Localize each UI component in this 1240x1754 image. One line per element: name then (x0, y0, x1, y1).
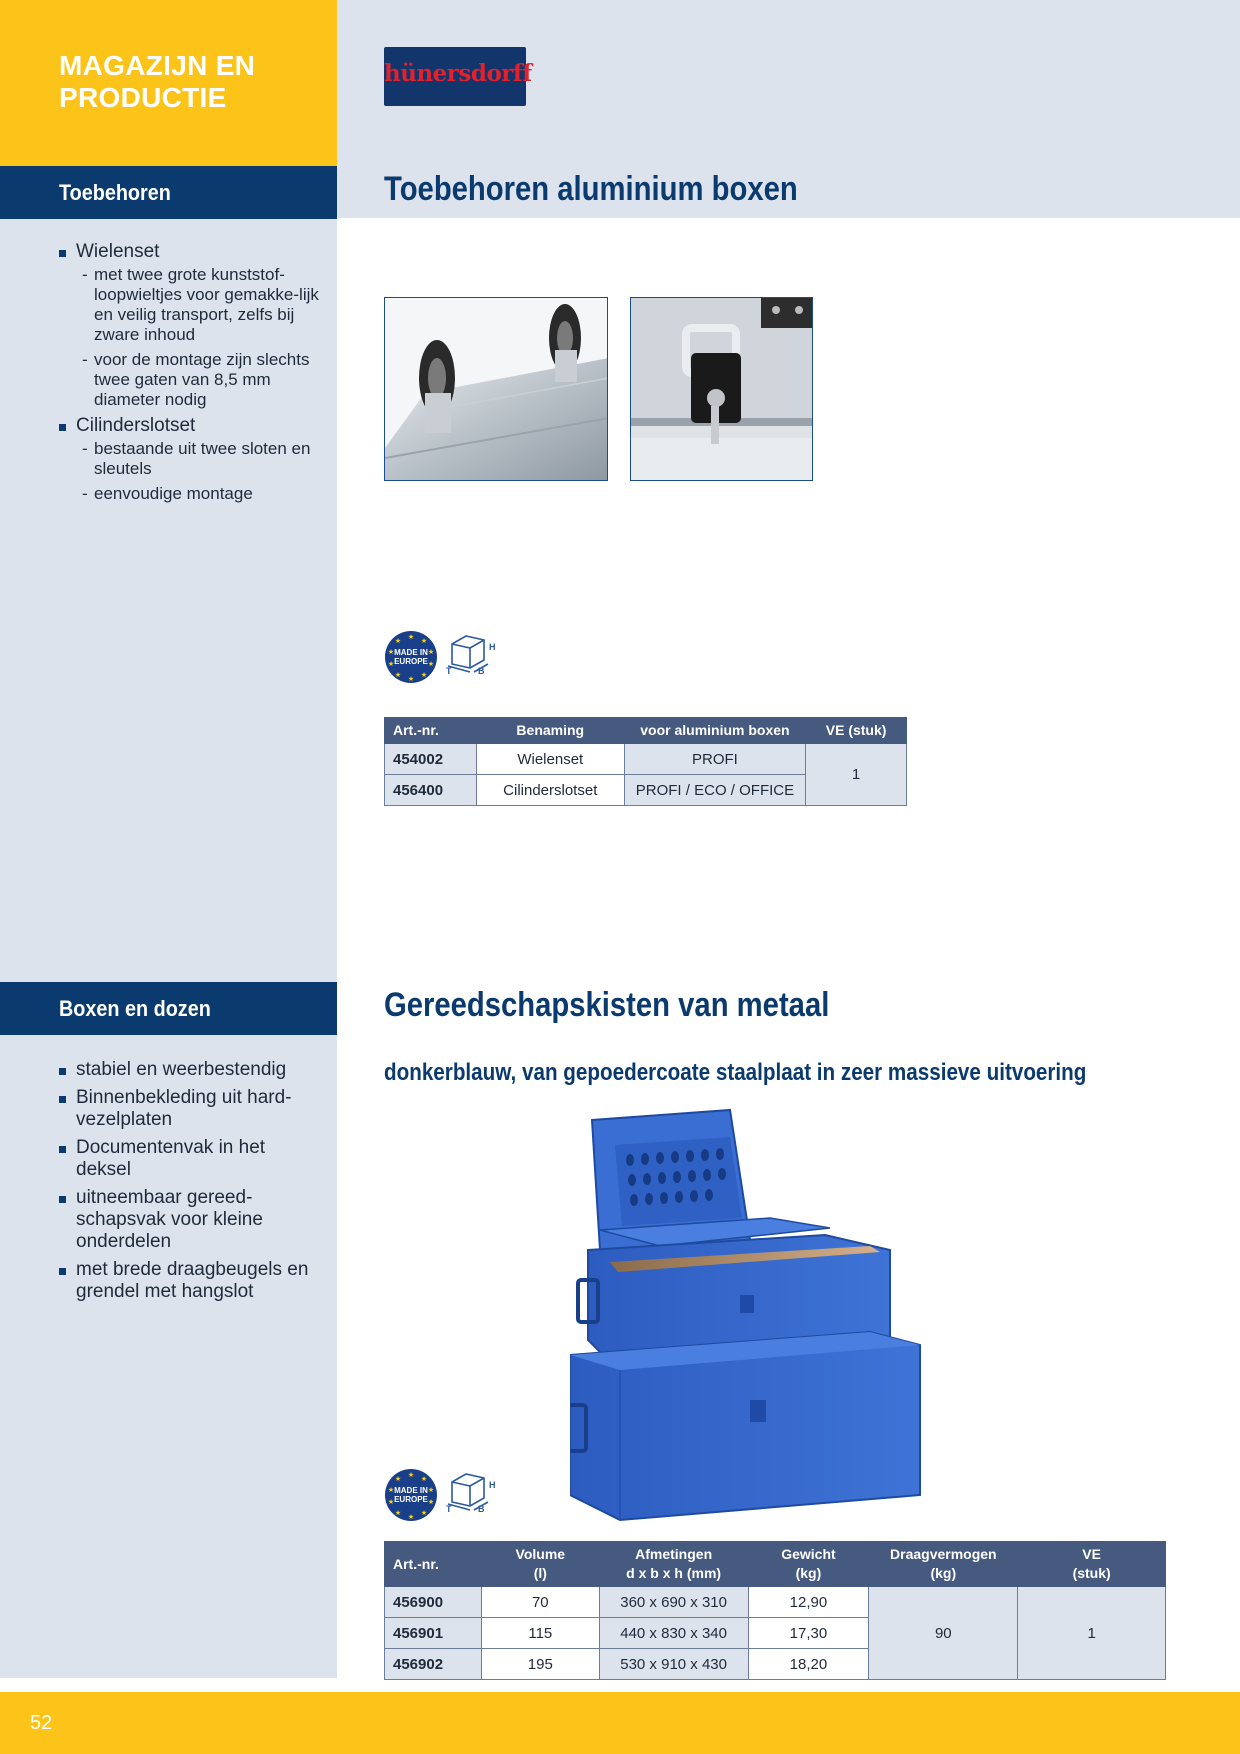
svg-text:★: ★ (420, 1475, 428, 1483)
svg-text:★: ★ (387, 660, 395, 668)
logo-text: hünersdorff (384, 60, 532, 87)
art-nr-cell: 454002 (385, 744, 477, 775)
product-heading-accessories: Toebehoren aluminium boxen (384, 170, 798, 208)
art-nr-cell: 456400 (385, 775, 477, 806)
table-header-row (385, 718, 907, 744)
feature-item: Cilinderslotset - bestaande uit twee sloten en sleutels - eenvoudige montage (59, 415, 319, 504)
accessories-table (384, 717, 907, 806)
table-row (385, 1587, 1166, 1618)
brand-logo (384, 47, 532, 106)
art-nr-cell: 456900 (385, 1587, 482, 1618)
feature-item: uitneembaar gereed-schapsvak voor kleine onderdelen (59, 1187, 319, 1253)
svg-text:MADE IN: MADE IN (394, 648, 428, 657)
svg-text:★: ★ (407, 675, 415, 683)
dimensions-icon (444, 630, 500, 674)
page-number: 52 (30, 1712, 53, 1734)
feature-item: Binnenbekleding uit hard-vezelplaten (59, 1087, 319, 1131)
metal-toolbox-photo (570, 1100, 940, 1525)
col-header: Benaming (476, 718, 624, 744)
section-header-block (0, 0, 337, 166)
svg-text:★: ★ (394, 1475, 402, 1483)
sub-item: - eenvoudige montage (76, 484, 319, 504)
col-header: VE (stuk) (806, 718, 907, 744)
svg-text:B: B (478, 1504, 485, 1512)
col-header: Art.-nr. (385, 718, 477, 744)
svg-text:EUROPE: EUROPE (394, 1495, 428, 1504)
feature-list-toebehoren (59, 241, 319, 509)
table-cell: 440 x 830 x 340 (599, 1618, 748, 1649)
made-in-europe-icon (384, 1468, 438, 1522)
table-cell: 70 (481, 1587, 599, 1618)
col-header: voor aluminium boxen (624, 718, 806, 744)
svg-text:★: ★ (427, 660, 435, 668)
art-nr-cell: 456901 (385, 1618, 482, 1649)
sub-item: - bestaande uit twee sloten en sleutels (76, 439, 319, 479)
table-cell: Wielenset (476, 744, 624, 775)
svg-text:★: ★ (394, 671, 402, 679)
svg-text:★: ★ (394, 1509, 402, 1517)
svg-text:H: H (489, 642, 496, 652)
table-cell: PROFI (624, 744, 806, 775)
svg-text:T: T (446, 1504, 452, 1512)
svg-text:★: ★ (407, 1471, 415, 1479)
table-cell: 17,30 (748, 1618, 869, 1649)
table-row (385, 744, 907, 775)
feature-item: met brede draagbeugels en grendel met hangslot (59, 1259, 319, 1303)
svg-text:★: ★ (420, 1509, 428, 1517)
sub-item: - voor de montage zijn slechts twee gaten van 8,5 mm diameter nodig (76, 350, 319, 410)
svg-text:EUROPE: EUROPE (394, 657, 428, 666)
art-nr-cell: 456902 (385, 1649, 482, 1680)
category-label: Boxen en dozen (59, 996, 211, 1021)
table-cell: Cilinderslotset (476, 775, 624, 806)
table-cell: 18,20 (748, 1649, 869, 1680)
footer-bar (0, 1692, 1240, 1754)
table-cell: 530 x 910 x 430 (599, 1649, 748, 1680)
ve-cell: 1 (1018, 1587, 1166, 1680)
svg-text:★: ★ (407, 1513, 415, 1521)
sub-list (76, 265, 319, 410)
feature-item: Documentenvak in het deksel (59, 1137, 319, 1181)
svg-text:★: ★ (387, 1486, 395, 1494)
col-header: Volume (l) (481, 1542, 599, 1587)
col-header: Gewicht (kg) (748, 1542, 869, 1587)
col-header: VE (stuk) (1018, 1542, 1166, 1587)
table-cell: 360 x 690 x 310 (599, 1587, 748, 1618)
feature-item: Wielenset - met twee grote kunststof-loopwieltjes voor gemakke-lijk en veilig transport, zelfs bij zware inhoud - voor de montage zijn slechts twee gaten van 8,5 mm diameter nodig (59, 241, 319, 410)
svg-text:★: ★ (420, 637, 428, 645)
svg-text:★: ★ (427, 1486, 435, 1494)
product-heading-toolboxes: Gereedschapskisten van metaal (384, 986, 830, 1024)
col-header: Art.-nr. (385, 1542, 482, 1587)
made-in-europe-icon (384, 630, 438, 684)
svg-text:★: ★ (387, 1498, 395, 1506)
ve-cell: 1 (806, 744, 907, 806)
product-subheading: donkerblauw, van gepoedercoate staalplaat in zeer massieve uitvoering (384, 1059, 1087, 1086)
svg-text:T: T (446, 666, 452, 674)
col-header: Draagvermogen (kg) (869, 1542, 1018, 1587)
svg-text:★: ★ (427, 648, 435, 656)
category-bar-boxen (0, 982, 337, 1035)
svg-text:★: ★ (427, 1498, 435, 1506)
cylinder-lock-photo (630, 297, 813, 481)
table-cell: 195 (481, 1649, 599, 1680)
sub-item: - met twee grote kunststof-loopwieltjes voor gemakke-lijk en veilig transport, zelfs bij zware inhoud (76, 265, 319, 345)
svg-text:★: ★ (387, 648, 395, 656)
draagvermogen-cell: 90 (869, 1587, 1018, 1680)
table-cell: 12,90 (748, 1587, 869, 1618)
table-cell: PROFI / ECO / OFFICE (624, 775, 806, 806)
wheel-set-photo (384, 297, 608, 481)
sub-list (76, 439, 319, 504)
svg-text:★: ★ (394, 637, 402, 645)
svg-text:H: H (489, 1480, 496, 1490)
category-label: Toebehoren (59, 180, 171, 205)
table-cell: 115 (481, 1618, 599, 1649)
section-title: MAGAZIJN EN PRODUCTIE (59, 50, 256, 113)
col-header: Afmetingen d x b x h (mm) (599, 1542, 748, 1587)
dimensions-icon (444, 1468, 500, 1512)
toolbox-table (384, 1541, 1166, 1680)
category-bar-toebehoren (0, 166, 337, 219)
table-header-row (385, 1542, 1166, 1587)
feature-list-boxen (59, 1059, 319, 1309)
svg-text:★: ★ (407, 633, 415, 641)
feature-item: stabiel en weerbestendig (59, 1059, 319, 1081)
svg-text:★: ★ (420, 671, 428, 679)
svg-text:B: B (478, 666, 485, 674)
svg-text:MADE IN: MADE IN (394, 1486, 428, 1495)
